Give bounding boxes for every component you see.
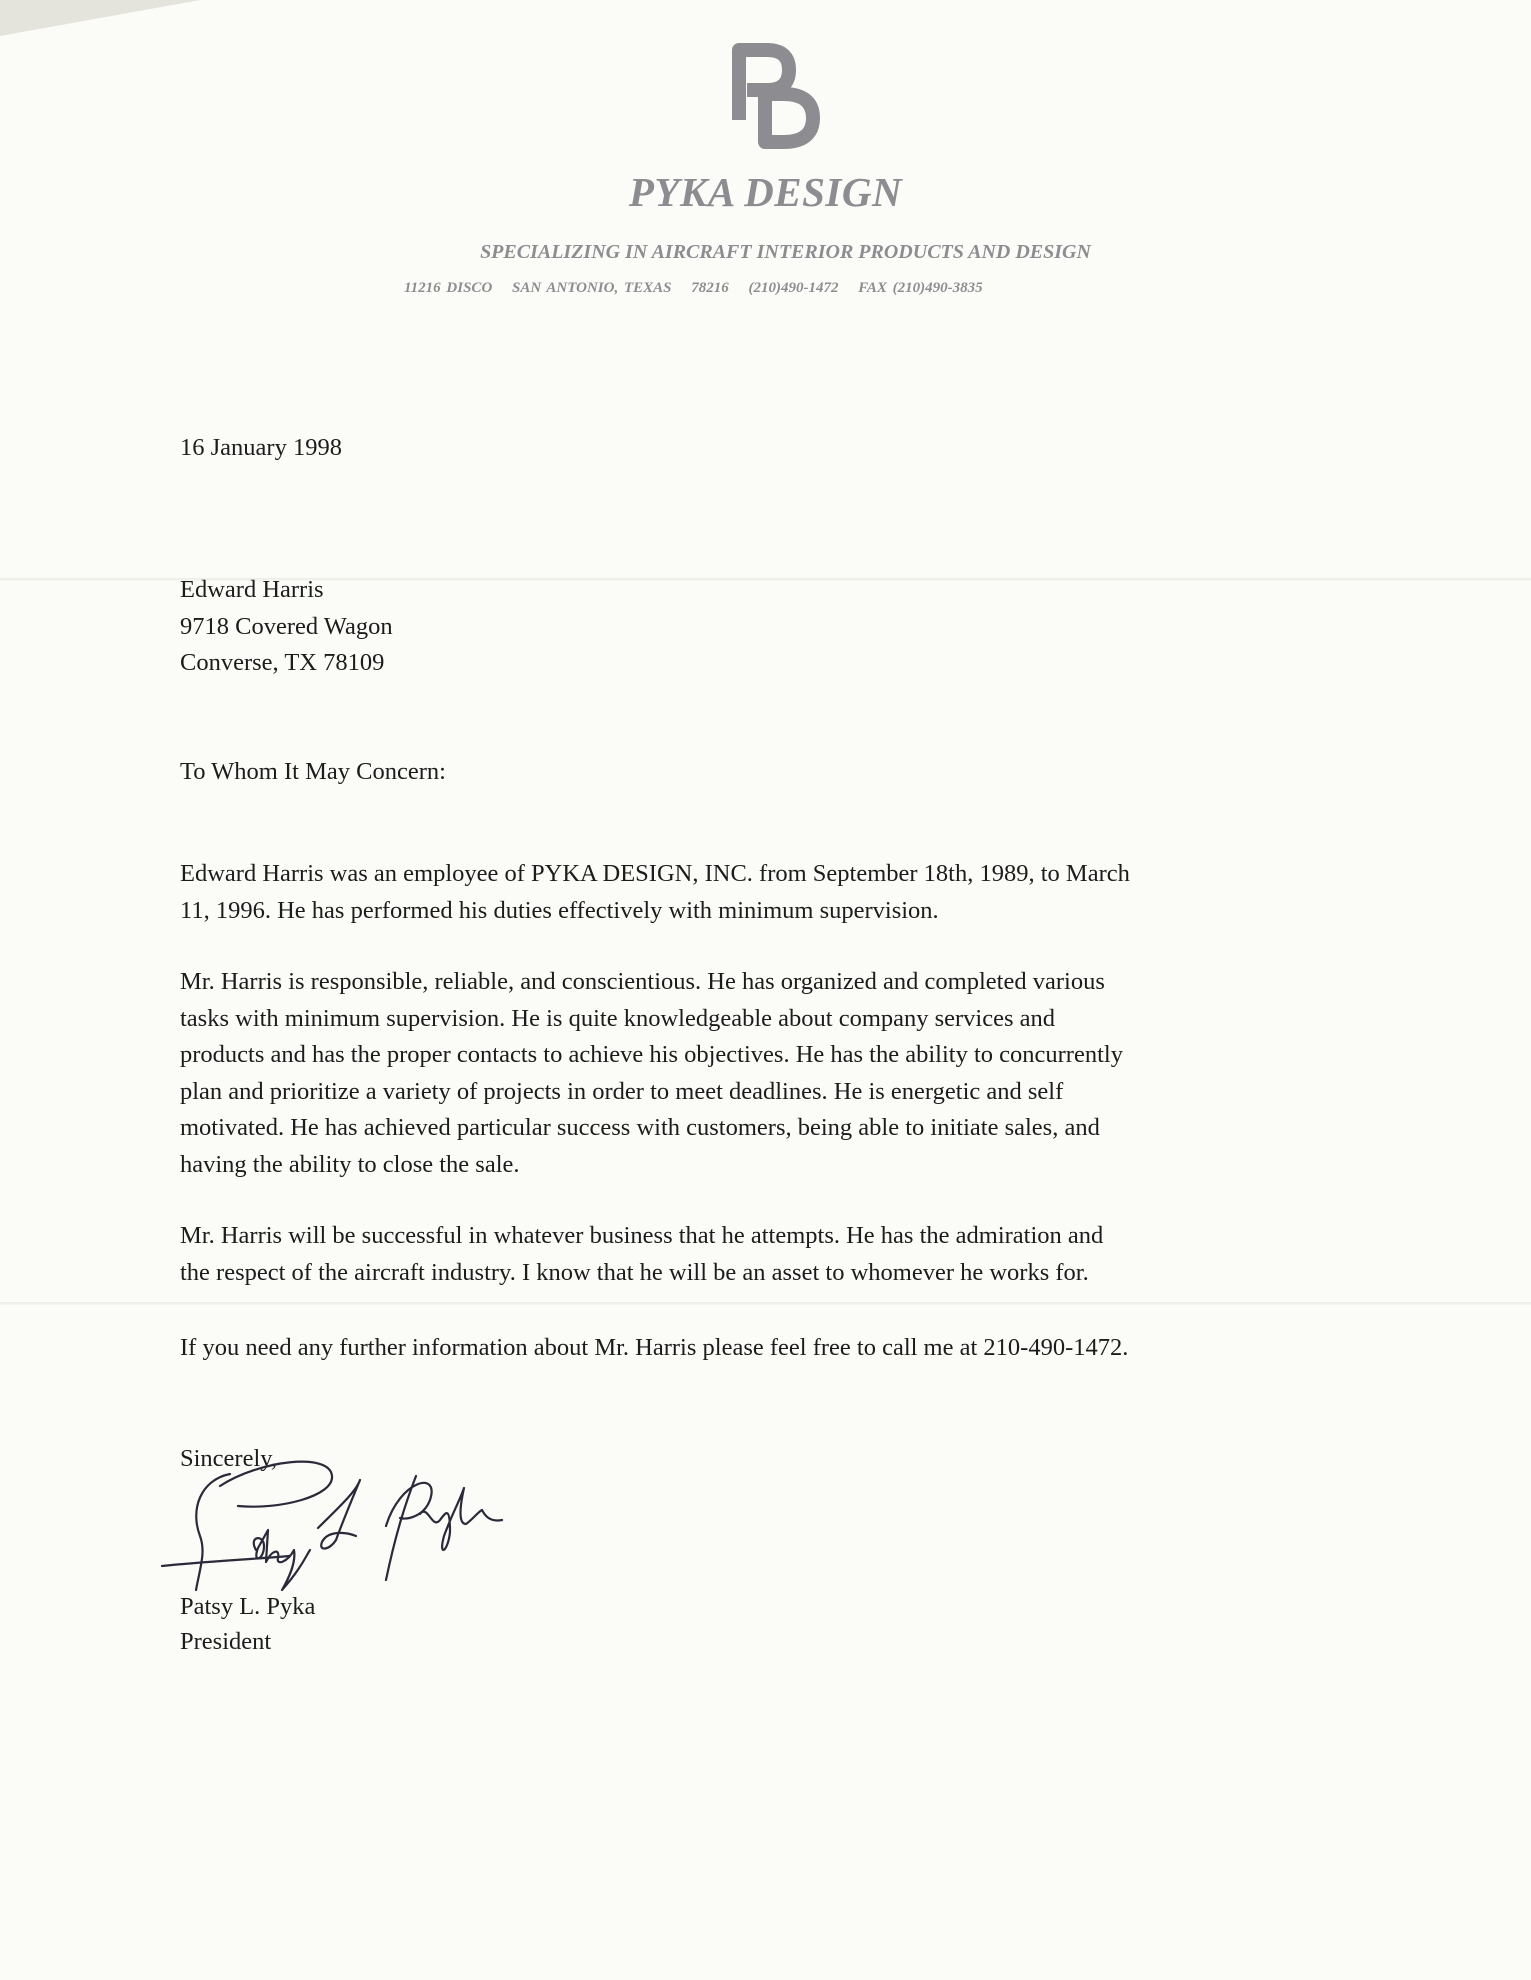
letter-date: 16 January 1998 — [180, 434, 342, 461]
address-phone: (210)490-1472 — [748, 280, 839, 296]
handwritten-signature — [160, 1440, 580, 1600]
paragraph-line: plan and prioritize a variety of projects in order to meet deadlines. He is energetic and self — [180, 1077, 1064, 1105]
paragraph-line: motivated. He has achieved particular success with customers, being able to initiate sales, and — [180, 1114, 1100, 1141]
company-logo — [725, 42, 825, 152]
salutation: To Whom It May Concern: — [180, 758, 446, 785]
paragraph-line: products and has the proper contacts to achieve his objectives. He has the ability to concurrently — [180, 1041, 1123, 1068]
paragraph-employment — [180, 856, 1360, 929]
address-zip: 78216 — [691, 280, 729, 296]
paragraph-qualities — [180, 964, 1360, 1183]
paragraph-line: the respect of the aircraft industry. I know that he will be an asset to whomever he works for. — [180, 1258, 1089, 1286]
paragraph-line: 11, 1996. He has performed his duties effectively with minimum supervision. — [180, 896, 939, 924]
paragraph-contact — [180, 1330, 1360, 1367]
address-fax: FAX (210)490-3835 — [858, 280, 983, 296]
paragraph-recommendation — [180, 1218, 1360, 1291]
company-address — [404, 280, 997, 297]
closing: Sincerely, — [180, 1445, 278, 1472]
paragraph-line: having the ability to close the sale. — [180, 1150, 520, 1178]
paragraph-line: tasks with minimum supervision. He is quite knowledgeable about company services and — [180, 1004, 1056, 1032]
signer-name: Patsy L. Pyka — [180, 1593, 316, 1620]
company-tagline: SPECIALIZING IN AIRCRAFT INTERIOR PRODUCTS AND DESIGN — [480, 241, 1091, 263]
recipient-block — [180, 572, 393, 682]
address-street: 11216 DISCO — [404, 280, 493, 296]
recipient-city: Converse, TX 78109 — [180, 649, 385, 676]
paragraph-line: Edward Harris was an employee of PYKA DESIGN, INC. from September 18th, 1989, to March — [180, 860, 1130, 887]
company-name: PYKA DESIGN — [628, 169, 903, 215]
folded-corner — [0, 0, 200, 36]
recipient-name: Edward Harris — [180, 576, 324, 603]
paragraph-line: Mr. Harris will be successful in whatever business that he attempts. He has the admiration and — [180, 1222, 1104, 1249]
paragraph-line: Mr. Harris is responsible, reliable, and conscientious. He has organized and completed various — [180, 968, 1105, 995]
recipient-street: 9718 Covered Wagon — [180, 612, 393, 640]
address-city: SAN ANTONIO, TEXAS — [512, 280, 672, 296]
paragraph-line: If you need any further information about Mr. Harris please feel free to call me at 210-490-1472. — [180, 1334, 1129, 1361]
signer-title: President — [180, 1628, 272, 1655]
fold-line — [0, 1302, 1531, 1305]
